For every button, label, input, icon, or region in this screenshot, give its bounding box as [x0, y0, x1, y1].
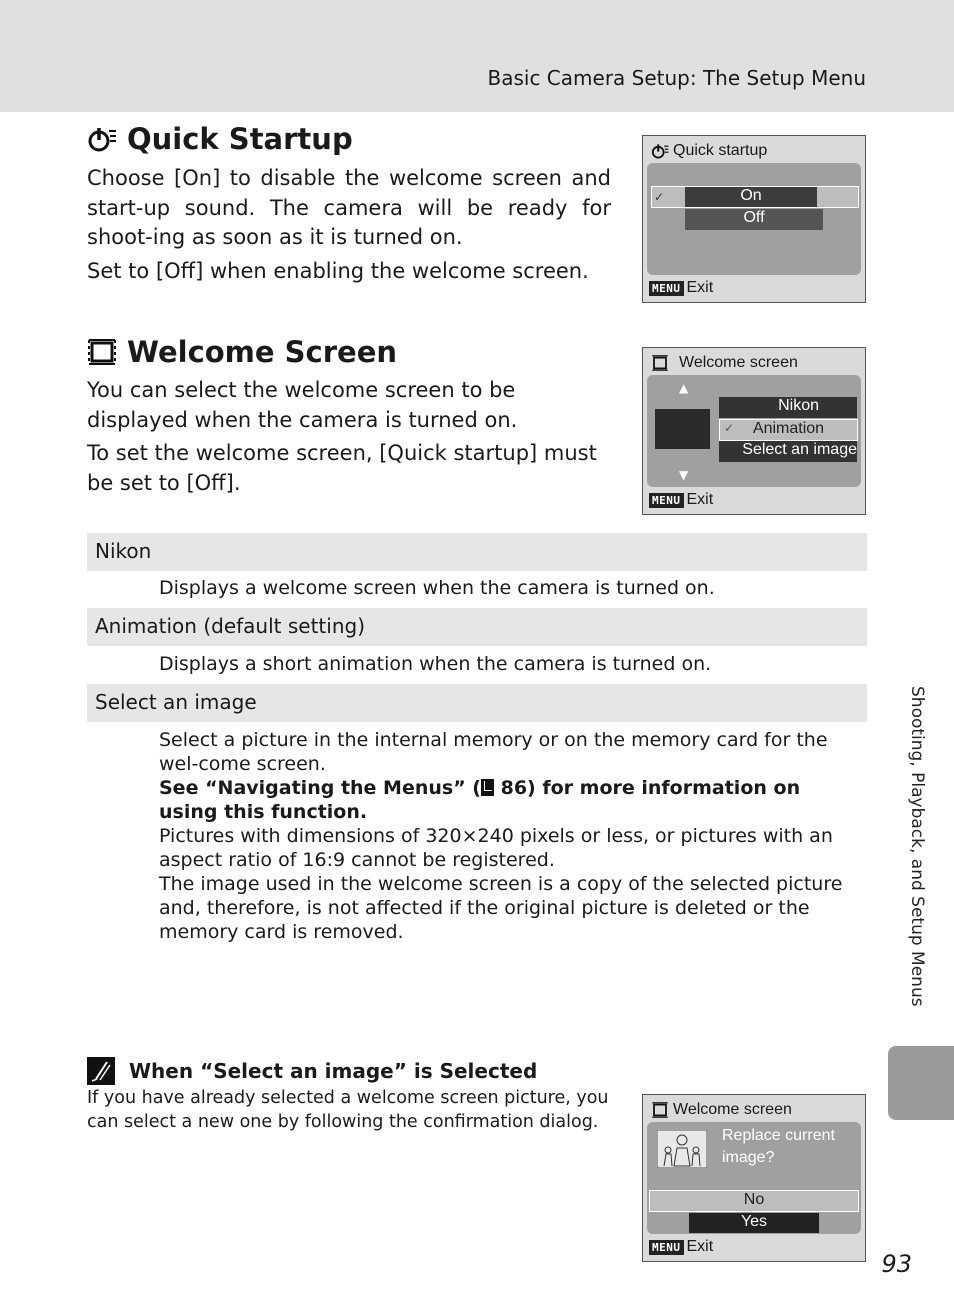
- quick-startup-icon: [651, 142, 669, 160]
- option-no[interactable]: [649, 1190, 859, 1212]
- note-heading-row: [87, 1057, 537, 1085]
- option-select-image-label: Select an image: [742, 441, 857, 458]
- note-text: If you have already selected a welcome screen picture, you can select a new one by following the confirmation dialog.: [87, 1088, 609, 1132]
- quick-startup-screen: [642, 135, 866, 303]
- option-yes[interactable]: [689, 1213, 819, 1233]
- exit-row: [649, 279, 713, 297]
- select-image-desc-4: The image used in the welcome screen is a copy of the selected picture and, therefore, is not affected if the original picture is deleted or the memory card is removed.: [159, 873, 843, 943]
- screen-title: Welcome screen: [679, 354, 798, 371]
- check-icon: ✓: [724, 421, 735, 435]
- menu-key-icon: MENU: [649, 281, 684, 296]
- screen-title-row: [651, 354, 798, 372]
- exit-label: Exit: [686, 491, 714, 508]
- check-icon: ✓: [654, 190, 665, 204]
- welcome-screen-para-1: You can select the welcome screen to be displayed when the camera is turned on.: [87, 378, 518, 432]
- note-icon: [87, 1057, 115, 1085]
- side-tab[interactable]: [888, 1046, 954, 1120]
- option-label: Select an image: [95, 690, 257, 714]
- select-image-desc-2: [159, 776, 859, 824]
- quick-startup-icon: [87, 124, 117, 154]
- option-desc-nikon: Displays a welcome screen when the camera is turned on.: [159, 577, 715, 599]
- welcome-screen-para-2: To set the welcome screen, [Quick startup] must be set to [Off].: [87, 441, 597, 495]
- option-row-animation: [87, 608, 867, 646]
- exit-label: Exit: [686, 1238, 714, 1255]
- option-on-label: On: [740, 187, 762, 204]
- exit-row: [649, 1238, 713, 1256]
- quick-startup-para-2: Set to [Off] when enabling the welcome screen.: [87, 258, 589, 283]
- option-animation[interactable]: [719, 419, 858, 441]
- quick-startup-heading: [87, 122, 353, 156]
- option-select-image[interactable]: [719, 441, 857, 462]
- page-number: 93: [881, 1250, 912, 1278]
- welcome-screen-screen: [642, 347, 866, 515]
- option-no-label: No: [743, 1191, 765, 1208]
- option-nikon-label: Nikon: [778, 397, 819, 414]
- welcome-screen-icon: [651, 1101, 669, 1119]
- option-nikon[interactable]: [719, 397, 857, 418]
- option-row-select-image: [87, 684, 867, 722]
- option-yes-label: Yes: [740, 1213, 768, 1230]
- quick-startup-title: Quick Startup: [127, 122, 353, 156]
- option-label: Nikon: [95, 539, 152, 563]
- exit-label: Exit: [686, 279, 714, 296]
- screen-panel: [647, 163, 861, 275]
- header-band: [0, 0, 954, 112]
- select-image-desc-3: Pictures with dimensions of 320×240 pixels or less, or pictures with an aspect ratio of 16:9 cannot be registered.: [159, 825, 833, 871]
- screen-title: Welcome screen: [673, 1101, 792, 1118]
- scroll-down-icon[interactable]: ▼: [679, 468, 689, 482]
- screen-title: Quick startup: [673, 142, 768, 159]
- option-animation-label: Animation: [752, 420, 825, 437]
- menu-key-icon: MENU: [649, 1240, 684, 1255]
- option-off[interactable]: [685, 209, 823, 230]
- option-label: Animation (default setting): [95, 614, 365, 638]
- option-off-label: Off: [743, 209, 765, 226]
- screen-title-row: [651, 1101, 792, 1119]
- menu-key-icon: MENU: [649, 493, 684, 508]
- scroll-up-icon[interactable]: ▲: [679, 381, 689, 395]
- note-heading: When “Select an image” is Selected: [129, 1059, 538, 1083]
- side-tab-label: Shooting, Playback, and Setup Menus: [907, 686, 927, 1007]
- exit-row: [649, 491, 713, 509]
- option-desc-animation: Displays a short animation when the camera is turned on.: [159, 653, 712, 675]
- welcome-screen-title: Welcome Screen: [127, 335, 398, 369]
- welcome-screen-heading: [87, 335, 397, 369]
- option-row-nikon: [87, 533, 867, 571]
- welcome-screen-icon: [87, 337, 117, 367]
- replace-prompt: Replace current image?: [722, 1127, 835, 1166]
- select-image-desc-1: Select a picture in the internal memory or on the memory card for the wel-come screen.: [159, 729, 828, 775]
- page-reference-icon[interactable]: [481, 779, 494, 796]
- screen-title-row: [651, 142, 767, 160]
- screen-panel: [647, 1122, 861, 1234]
- preview-thumbnail: [655, 409, 710, 449]
- screen-panel: [647, 375, 861, 487]
- see-menus-text: See “Navigating the Menus” (: [159, 777, 481, 799]
- replace-image-screen: [642, 1094, 866, 1262]
- option-desc-select-image: [159, 728, 859, 944]
- welcome-screen-body: [87, 376, 611, 498]
- running-header: Basic Camera Setup: The Setup Menu: [487, 66, 866, 90]
- welcome-screen-icon: [651, 354, 669, 372]
- see-menus-text-2: 86) for more information on using this function.: [159, 777, 801, 823]
- quick-startup-para-1: Choose [On] to disable the welcome screen and start-up sound. The camera will be ready for shoot-ing as soon as it is turned on.: [87, 166, 611, 249]
- quick-startup-body: [87, 164, 611, 286]
- option-on[interactable]: [685, 187, 817, 207]
- thumbnail-image: [657, 1130, 707, 1168]
